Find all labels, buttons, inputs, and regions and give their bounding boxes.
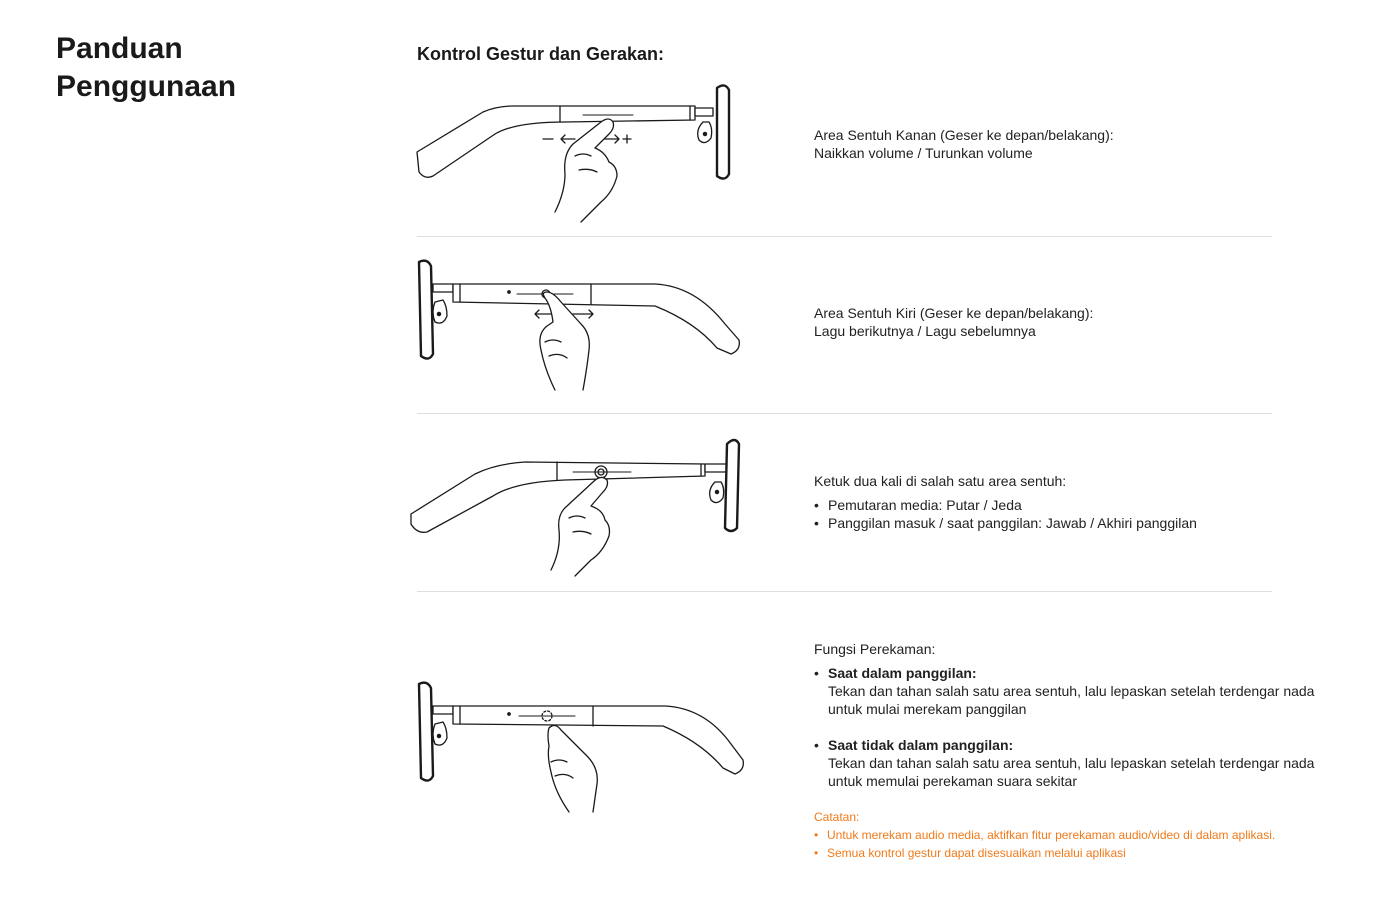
recording-item-in-call <box>814 664 1334 718</box>
recording-item-not-in-call-title: Saat tidak dalam panggilan: <box>828 737 1014 753</box>
gesture-left-line1: Area Sentuh Kiri (Geser ke depan/belakang): <box>814 305 1094 321</box>
recording-item-in-call-text: Tekan dan tahan salah satu area sentuh, lalu lepaskan setelah terdengar nada untuk mulai merekam panggilan <box>828 683 1315 717</box>
notes-title: Catatan: <box>814 810 860 824</box>
double-tap-list <box>814 496 1334 532</box>
recording-list <box>814 664 1334 790</box>
note-item: • Semua kontrol gestur dapat disesuaikan melalui aplikasi <box>814 844 1354 862</box>
section-title: Kontrol Gestur dan Gerakan: <box>417 44 665 64</box>
divider-1 <box>417 236 1272 237</box>
double-tap-illustration <box>405 430 765 580</box>
double-tap-item-call: • Panggilan masuk / saat panggilan: Jawab / Akhiri panggilan <box>814 514 1334 532</box>
gesture-right-description <box>814 126 1334 162</box>
note-item: • Untuk merekam audio media, aktifkan fitur perekaman audio/video di dalam aplikasi. <box>814 826 1354 844</box>
divider-3 <box>417 591 1272 592</box>
gesture-right-line2: Naikkan volume / Turunkan volume <box>814 145 1033 161</box>
gesture-recording-description <box>814 640 1334 790</box>
left-arm-swipe-illustration <box>405 250 765 400</box>
gesture-right-line1: Area Sentuh Kanan (Geser ke depan/belakang): <box>814 127 1114 143</box>
double-tap-item-media: • Pemutaran media: Putar / Jeda <box>814 496 1334 514</box>
recording-item-not-in-call-text: Tekan dan tahan salah satu area sentuh, lalu lepaskan setelah terdengar nada untuk memulai perekaman suara sekitar <box>828 755 1315 789</box>
recording-item-in-call-title: Saat dalam panggilan: <box>828 665 977 681</box>
press-hold-illustration <box>405 672 765 822</box>
recording-item-not-in-call <box>814 736 1334 790</box>
double-tap-heading: Ketuk dua kali di salah satu area sentuh: <box>814 473 1067 489</box>
gesture-double-tap-description <box>814 472 1334 532</box>
recording-heading: Fungsi Perekaman: <box>814 641 936 657</box>
gesture-left-line2: Lagu berikutnya / Lagu sebelumnya <box>814 323 1036 339</box>
notes-list <box>814 826 1354 862</box>
gesture-left-description <box>814 304 1334 340</box>
page-title: Panduan Penggunaan <box>56 32 237 103</box>
right-arm-swipe-illustration <box>405 82 765 232</box>
divider-2 <box>417 413 1272 414</box>
notes <box>814 808 1354 862</box>
